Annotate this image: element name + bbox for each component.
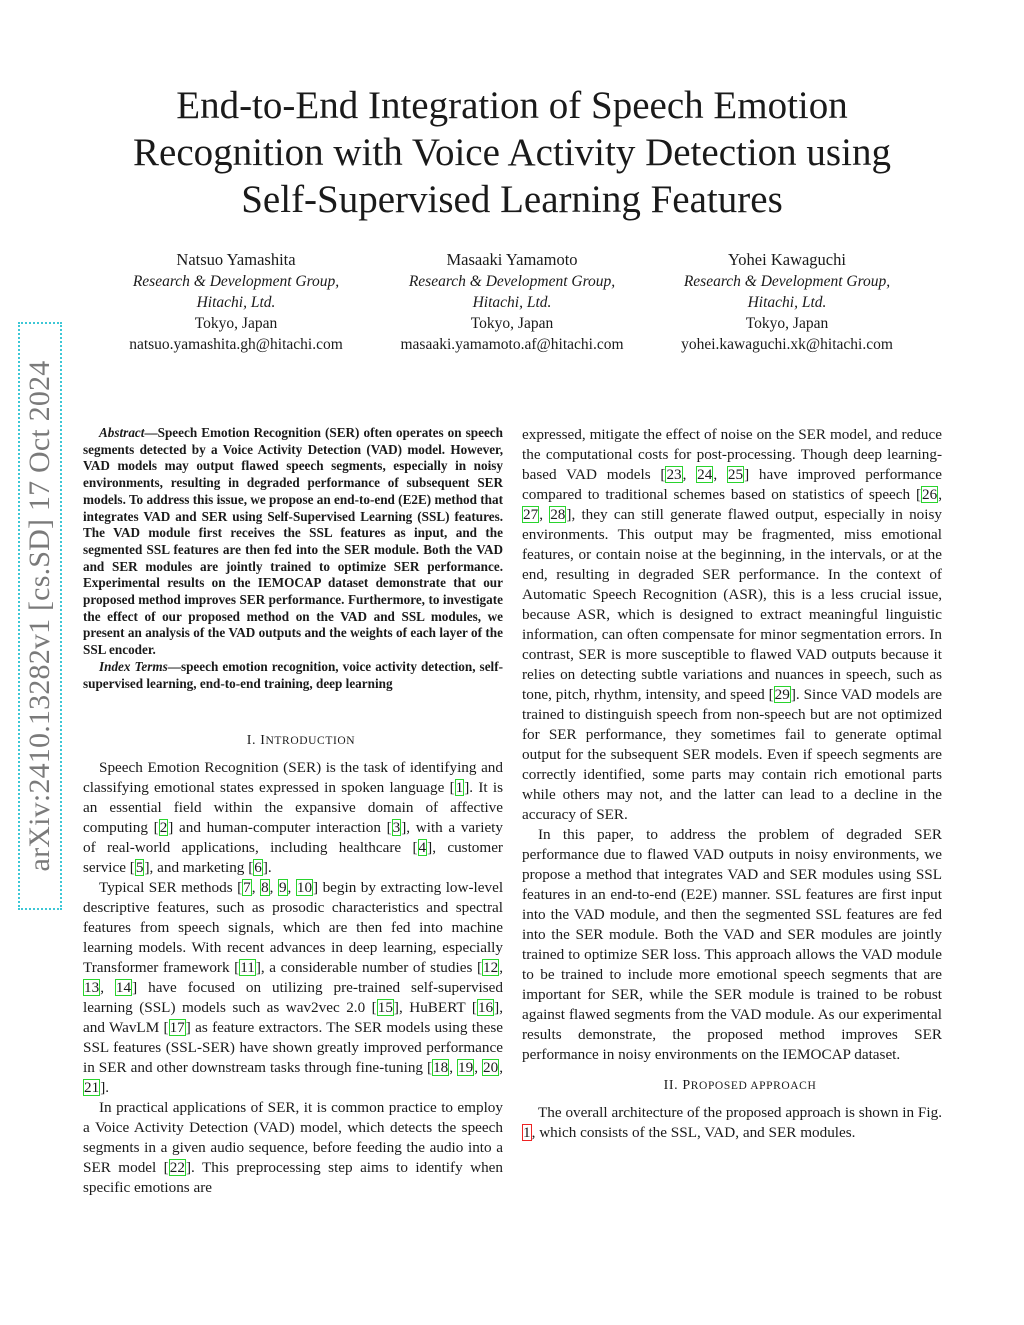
author-name: Yohei Kawaguchi — [728, 250, 846, 269]
abstract — [83, 425, 503, 659]
abstract-label: Abstract — [99, 425, 145, 440]
intro-paragraph-3: In practical applications of SER, it is common practice to employ a Voice Activity Detection (VAD) model, which detects the speech segments in a given audio sequence, before feeding the audio into a SER model [22]. This preprocessing step aims to identify when specific emotions are — [83, 1099, 504, 1197]
section-heading-proposed-approach: II. PROPOSED APPROACH — [663, 1078, 817, 1093]
author-affiliation: Hitachi, Ltd. — [196, 294, 276, 311]
paper-title — [100, 82, 924, 223]
citation[interactable]: 27 — [523, 506, 539, 523]
citation[interactable]: 25 — [727, 466, 744, 483]
citation[interactable]: 22 — [169, 1159, 185, 1177]
citation[interactable]: 7 — [243, 879, 251, 897]
author-affiliation: Research & Development Group, — [683, 273, 891, 290]
approach-paragraph-1: The overall architecture of the proposed approach is shown in Fig. 1, which consists of the SSL, VAD, and SER modules. — [523, 1104, 942, 1141]
intro-paragraph-2: Typical SER methods [7, 8, 9, 10] begin by extracting low-level descriptive features, such as prosodic characteristics and spectral features from speech signals, which are then fed into machine learning models. With recent advances in deep learning, especially Transformer framework [11], a considerable number of studies [12, 13, 14] have focused on utilizing pre-trained self-supervised learning (SSL) models such as wav2vec 2.0 [15], HuBERT [16], and WavLM [17] as feature extractors. The SER models using these SSL features (SSL-SER) have shown greatly improved performance in SER and other downstream tasks through fine-tuning [18, 19, 20, 21]. — [83, 879, 504, 1097]
citation[interactable]: 24 — [697, 466, 713, 483]
citation[interactable]: 19 — [458, 1059, 474, 1077]
citation[interactable]: 5 — [135, 859, 144, 877]
author-block-2 — [367, 249, 657, 355]
citation[interactable]: 3 — [392, 819, 401, 837]
citation[interactable]: 16 — [477, 999, 494, 1017]
author-email: natsuo.yamashita.gh@hitachi.com — [129, 336, 343, 353]
author-name: Natsuo Yamashita — [176, 250, 296, 269]
index-terms — [83, 659, 503, 692]
abstract-text: —Speech Emotion Recognition (SER) often operates on speech segments detected by a Voice Activity Detection (VAD) model. However, VAD models may output flawed speech segments, especially in noisy environments, resulting in degraded performance of subsequent SER models. To address this issue, we propose an end-to-end (E2E) method that integrates VAD and SER using Self-Supervised Learning (SSL) features. The VAD module first receives the SSL features as input, and the segmented SSL features are then fed into the SER module. Both the VAD and SER modules are jointly trained to optimize SER performance. Experimental results on the IEMOCAP dataset demonstrate that our proposed method improves SER performance. Furthermore, to investigate the effect of our proposed method on the VAD and SSL modules, we present an analysis of the VAD outputs and the weights of each layer of the SSL encoder. — [83, 425, 503, 658]
author-affiliation: Research & Development Group, — [132, 273, 340, 290]
author-location: Tokyo, Japan — [194, 315, 278, 332]
author-name: Masaaki Yamamoto — [446, 250, 578, 269]
citation[interactable]: 9 — [278, 879, 287, 897]
citation[interactable]: 29 — [774, 686, 790, 703]
citation[interactable]: 18 — [433, 1059, 449, 1077]
citation[interactable]: 13 — [84, 979, 100, 997]
citation[interactable]: 14 — [115, 979, 132, 997]
title-line: Recognition with Voice Activity Detection using — [133, 131, 891, 174]
author-location: Tokyo, Japan — [470, 315, 554, 332]
citation[interactable]: 6 — [254, 859, 262, 877]
author-block-1 — [91, 249, 381, 355]
citation[interactable]: 17 — [169, 1019, 185, 1037]
title-line: End-to-End Integration of Speech Emotion — [176, 84, 848, 127]
citation[interactable]: 23 — [666, 466, 682, 483]
citation[interactable]: 4 — [418, 839, 427, 857]
intro-paragraph-1: Speech Emotion Recognition (SER) is the task of identifying and classifying emotional states expressed in spoken language [1]. It is an essential field within the expansive domain of affective computing [2] and human-computer interaction [3], with a variety of real-world applications, including healthcare [4], customer service [5], and marketing [6]. — [83, 759, 503, 877]
author-affiliation: Research & Development Group, — [408, 273, 616, 290]
citation[interactable]: 12 — [483, 959, 499, 977]
arxiv-identifier: arXiv:2410.13282v1 [cs.SD] 17 Oct 2024 — [23, 360, 56, 872]
title-line: Self-Supervised Learning Features — [241, 178, 783, 221]
author-block-3 — [642, 249, 932, 355]
figure-reference[interactable]: 1 — [523, 1124, 531, 1141]
citation[interactable]: 2 — [159, 819, 168, 837]
citation[interactable]: 10 — [296, 879, 313, 897]
citation[interactable]: 28 — [550, 506, 566, 523]
author-location: Tokyo, Japan — [745, 315, 829, 332]
intro-paragraph-4: In this paper, to address the problem of degraded SER performance due to flawed VAD outputs in noisy environments, we propose a method that integrates VAD and SER modules using SSL features in an end-to-end (E2E) manner. SSL features are first input into the VAD module, and then the segmented SSL features are fed into the SER module. Both the VAD and SER modules are jointly trained to optimize SER loss. This approach allows the VAD module to be trained to include more emotional speech segments that are important for SER, while the SER module is trained to be robust against flawed segments from the VAD module. As our experimental results demonstrate, the proposed method improves SER performance in noisy environments on the IEMOCAP dataset. — [522, 826, 942, 1063]
index-terms-text: —speech emotion recognition, voice activity detection, self-supervised learning, end-to-end training, deep learning — [83, 658, 503, 691]
author-email: yohei.kawaguchi.xk@hitachi.com — [681, 336, 893, 353]
author-affiliation: Hitachi, Ltd. — [747, 294, 827, 311]
section-heading-introduction: I. INTRODUCTION — [246, 733, 356, 749]
index-terms-label: Index Terms — [99, 658, 168, 674]
citation[interactable]: 20 — [483, 1059, 499, 1077]
arxiv-identifier-box — [18, 322, 62, 910]
citation[interactable]: 26 — [922, 486, 938, 503]
right-column — [522, 425, 942, 1143]
author-affiliation: Hitachi, Ltd. — [472, 294, 552, 311]
citation[interactable]: 15 — [377, 999, 393, 1017]
left-column — [83, 425, 503, 1198]
citation[interactable]: 11 — [240, 959, 255, 977]
author-email: masaaki.yamamoto.af@hitachi.com — [400, 336, 624, 353]
intro-paragraph-3-continued: expressed, mitigate the effect of noise on the SER model, and reduce the computational costs for post-processing. Though deep learning-based VAD models [23, 24, 25] have improved performance compared to traditional schemes based on statistics of speech [26, 27, 28], they can still generate flawed output, especially in noisy environments. This output may be fragmented, miss emotional features, or contain noise at the beginning, in the intervals, or at the end, resulting in degraded SER performance. In the context of Automatic Speech Recognition (ASR), this is a less crucial issue, because ASR, which is designed to extract meaningful linguistic information, can often compensate for minor segmentation errors. In contrast, SER is more susceptible to flawed VAD outputs because it relies on detecting subtle variations and nuances in speech, such as tone, pitch, rhythm, intensity, and speed [29]. Since VAD models are trained to distinguish speech from non-speech but are not optimized for SER performance, they sometimes fail to generate optimal output for the subsequent SER models. Even if speech segments are correctly identified, some parts may contain rich emotional parts while others may not, and the latter can lead to a decline in the accuracy of SER. — [522, 426, 943, 823]
citation[interactable]: 8 — [261, 879, 269, 897]
citation[interactable]: 21 — [84, 1079, 100, 1097]
citation[interactable]: 1 — [455, 779, 464, 797]
